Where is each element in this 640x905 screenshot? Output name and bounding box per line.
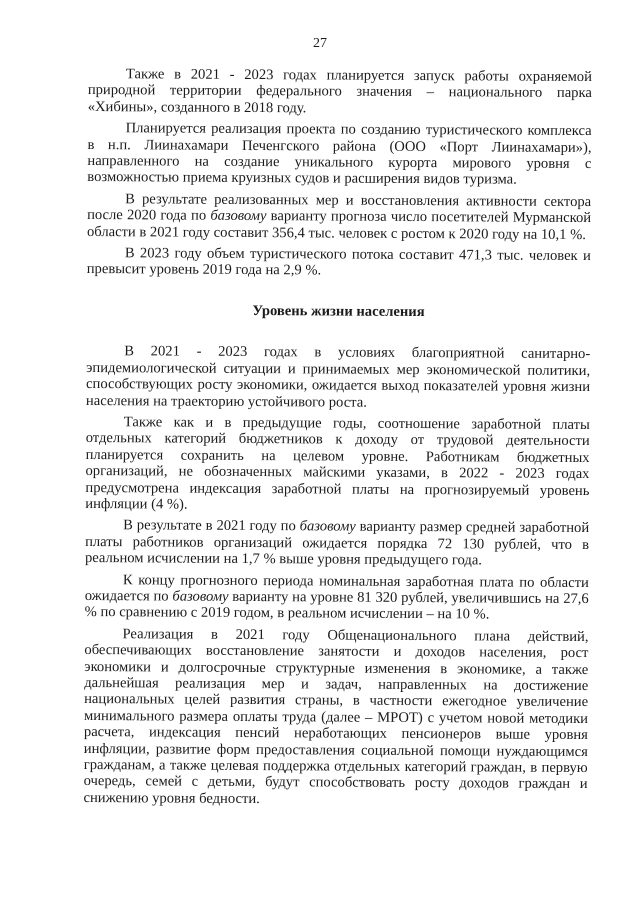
text-run: Реализация в 2021 году Общенационального плана действий, обеспечивающих восстановление занятости и доходов населения, рост экономики и долгосрочные структурные изменения в экономике, а также дальнейшая реализация мер и задач, направленных на достижение национальных целей развития страны, в частности ежегодное увеличение минимального размера оплаты труда (далее – МРОТ) с учетом новой методики расчета, индексация пенсий неработающих пенсионеров выше уровня инфляции, развитие форм предоставления социальной помощи нуждающимся гражданам, а также целевая поддержка отдельных категорий граждан, в первую очередь, семей с детьми, будут способствовать росту доходов граждан и снижению уровня бедности.	[83, 626, 589, 807]
text-run: варианту прогноза число посетителей Мурманской области в 2021 году составит 356,4 тыс. человек с ростом к 2020 году на 10,1 %.	[86, 208, 592, 243]
paragraph	[83, 626, 588, 810]
paragraph	[85, 517, 589, 569]
text-run: В 2023 году объем туристического потока составит 471,3 тыс. человек и превысит уровень 2019 года на 2,9 %.	[86, 245, 591, 279]
italic-text: базовому	[210, 208, 267, 225]
document-body	[83, 66, 592, 809]
paragraph	[88, 66, 592, 118]
paragraph	[85, 414, 590, 516]
text-run: К концу прогнозного периода номинальная заработная плата по области ожидается по	[84, 571, 589, 605]
paragraph	[87, 120, 591, 189]
text-run: В результате реализованных мер и восстановления активности сектора после 2020 года по	[87, 191, 592, 225]
page-number: 27	[313, 36, 327, 51]
text-run: варианту на уровне 81 320 рублей, увеличившись на 27,6 % по сравнению с 2019 годом, в реальном исчислении – на 10 %.	[84, 588, 589, 623]
text-run: Планируется реализация проекта по созданию туристического комплекса в н.п. Лиинахамари Печенгского района (ООО «Порт Лиинахамари»), направленного на создание уникального курорта мирового уровня с возможностью приема круизных судов и расширения видов туризма.	[87, 120, 592, 189]
italic-text: базовому	[172, 588, 229, 605]
italic-text: базовому	[299, 518, 356, 535]
paragraph	[87, 245, 591, 281]
text-run: Также как и в предыдущие годы, соотношение заработной платы отдельных категорий бюджетников к доходу от трудовой деятельности планируется сохранить на целевом уровне. Работникам бюджетных организаций, не обозначенных майскими указами, в 2022 - 2023 годах предусмотрена индексация заработной платы на прогнозируемый уровень инфляции (4 %).	[85, 414, 590, 513]
paragraph	[86, 343, 590, 412]
paragraph	[85, 572, 589, 624]
text-run: В результате в 2021 году по	[123, 517, 300, 535]
text-run: В 2021 - 2023 годах в условиях благоприятной санитарно-эпидемиологической ситуации и принимаемых мер экономической политики, способствующих росту экономики, ожидается выход показателей уровня жизни населения на траекторию устойчивого роста.	[85, 343, 591, 411]
paragraph	[87, 191, 591, 243]
section-heading: Уровень жизни населения	[252, 302, 425, 320]
text-run: варианту размер средней заработной платы работников организаций ожидается порядка 72 130 рублей, что в реальном исчислении на 1,7 % выше уровня предыдущего года.	[84, 518, 590, 569]
text-run: Также в 2021 - 2023 годах планируется запуск работы охраняемой природной территории федерального значения – национального парка «Хибины», созданного в 2018 году.	[87, 66, 592, 117]
